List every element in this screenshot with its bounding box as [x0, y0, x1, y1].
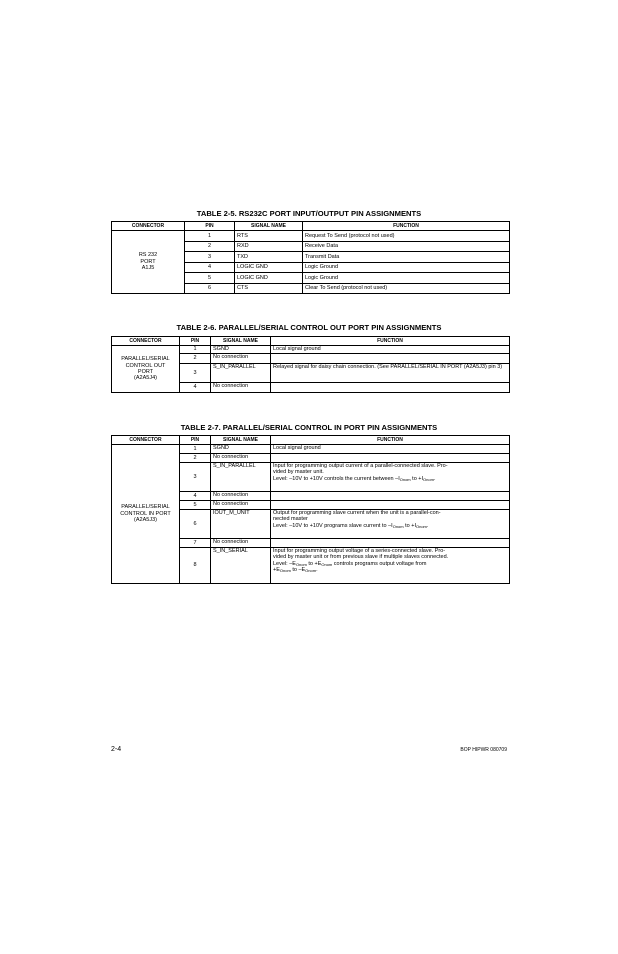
column-header: CONNECTOR	[112, 337, 180, 346]
column-header: CONNECTOR	[112, 436, 180, 445]
pin-cell: 2	[180, 354, 211, 364]
function-cell: Request To Send (protocol not used)	[303, 231, 510, 242]
column-header: FUNCTION	[303, 222, 510, 231]
column-header: FUNCTION	[271, 337, 510, 346]
column-header: FUNCTION	[271, 436, 510, 445]
pin-cell: 1	[180, 445, 211, 454]
connector-cell: PARALLEL/SERIAL CONTROL OUT PORT (A2A5J4)	[112, 346, 180, 393]
pin-cell: 8	[180, 548, 211, 584]
connector-cell: RS 232 PORT A1J5	[112, 231, 185, 294]
column-header: PIN	[180, 436, 211, 445]
signal-cell: No connection	[211, 492, 271, 501]
signal-cell: No connection	[211, 454, 271, 463]
function-cell: Receive Data	[303, 241, 510, 252]
table-row	[112, 346, 510, 354]
signal-cell: TXD	[235, 252, 303, 263]
signal-cell: SGND	[211, 445, 271, 454]
table-2-7	[111, 435, 510, 584]
table-header-row	[112, 337, 510, 346]
table-2-5	[111, 221, 510, 294]
signal-cell: CTS	[235, 283, 303, 294]
signal-cell: No connection	[211, 354, 271, 364]
pin-cell: 4	[180, 492, 211, 501]
pin-cell: 6	[185, 283, 235, 294]
function-cell: Logic Ground	[303, 262, 510, 273]
function-cell: Clear To Send (protocol not used)	[303, 283, 510, 294]
function-cell	[271, 354, 510, 364]
pin-cell: 2	[180, 454, 211, 463]
signal-cell: S_IN_PARALLEL	[211, 463, 271, 492]
pin-cell: 7	[180, 539, 211, 548]
function-cell: Transmit Data	[303, 252, 510, 263]
signal-cell: IOUT_M_UNIT	[211, 510, 271, 539]
page-number: 2-4	[111, 746, 122, 753]
function-cell: Local signal ground	[271, 445, 510, 454]
pin-cell: 1	[185, 231, 235, 242]
pin-cell: 4	[180, 383, 211, 393]
column-header: PIN	[185, 222, 235, 231]
table-2-6	[111, 336, 510, 393]
function-cell: Input for programming output current of a parallel-connected slave. Pro- vided by master unit. Level: –10V to +10V controls the current between $-I_{Onom}$ to $+I_{Onom}$.	[271, 463, 510, 492]
signal-cell: No connection	[211, 501, 271, 510]
signal-cell: LOGIC GND	[235, 273, 303, 284]
function-cell: Input for programming output voltage of a series-connected slave. Pro- vided by master unit or from previous slave if multiple slaves connected. Level: $-E_{Onom}$ to $+E_{Onom}$ controls programs output voltage from $+E_{Onom}$ to $-E_{Onom}$.	[271, 548, 510, 584]
table-2-7-title: TABLE 2-7. PARALLEL/SERIAL CONTROL IN PORT PIN ASSIGNMENTS	[180, 423, 438, 432]
connector-cell: PARALLEL/SERIAL CONTROL IN PORT (A2A5J3)	[112, 445, 180, 584]
signal-cell: LOGIC GND	[235, 262, 303, 273]
pin-cell: 5	[180, 501, 211, 510]
table-header-row	[112, 436, 510, 445]
signal-cell: RXD	[235, 241, 303, 252]
function-cell	[271, 492, 510, 501]
column-header: SIGNAL NAME	[211, 436, 271, 445]
pin-cell: 4	[185, 262, 235, 273]
signal-cell: RTS	[235, 231, 303, 242]
pin-cell: 5	[185, 273, 235, 284]
pin-cell: 6	[180, 510, 211, 539]
signal-cell: SGND	[211, 346, 271, 354]
column-header: SIGNAL NAME	[211, 337, 271, 346]
pin-cell: 3	[180, 463, 211, 492]
signal-cell: No connection	[211, 539, 271, 548]
function-cell: Output for programming slave current when the unit is a parallel-con- nected master Level: –10V to +10V programs slave current to $-I_{Onom}$ to $+I_{Onom}$.	[271, 510, 510, 539]
pin-cell: 1	[180, 346, 211, 354]
column-header: SIGNAL NAME	[235, 222, 303, 231]
function-cell: Relayed signal for daisy chain connection. (See PARALLEL/SERIAL IN PORT (A2A5J3) pin 3)	[271, 364, 510, 383]
function-cell	[271, 501, 510, 510]
table-row	[112, 231, 510, 242]
signal-cell: S_IN_SERIAL	[211, 548, 271, 584]
pin-cell: 3	[180, 364, 211, 383]
table-row	[112, 445, 510, 454]
function-cell	[271, 454, 510, 463]
pin-cell: 2	[185, 241, 235, 252]
function-cell	[271, 539, 510, 548]
column-header: PIN	[180, 337, 211, 346]
table-header-row	[112, 222, 510, 231]
function-cell: Local signal ground	[271, 346, 510, 354]
document-id: BOP HIPWR 080709	[460, 747, 507, 753]
signal-cell: No connection	[211, 383, 271, 393]
function-cell	[271, 383, 510, 393]
table-2-6-title: TABLE 2-6. PARALLEL/SERIAL CONTROL OUT PORT PIN ASSIGNMENTS	[176, 323, 442, 332]
signal-cell: S_IN_PARALLEL	[211, 364, 271, 383]
function-cell: Logic Ground	[303, 273, 510, 284]
pin-cell: 3	[185, 252, 235, 263]
column-header: CONNECTOR	[112, 222, 185, 231]
table-2-5-title: TABLE 2-5. RS232C PORT INPUT/OUTPUT PIN ASSIGNMENTS	[196, 209, 422, 218]
